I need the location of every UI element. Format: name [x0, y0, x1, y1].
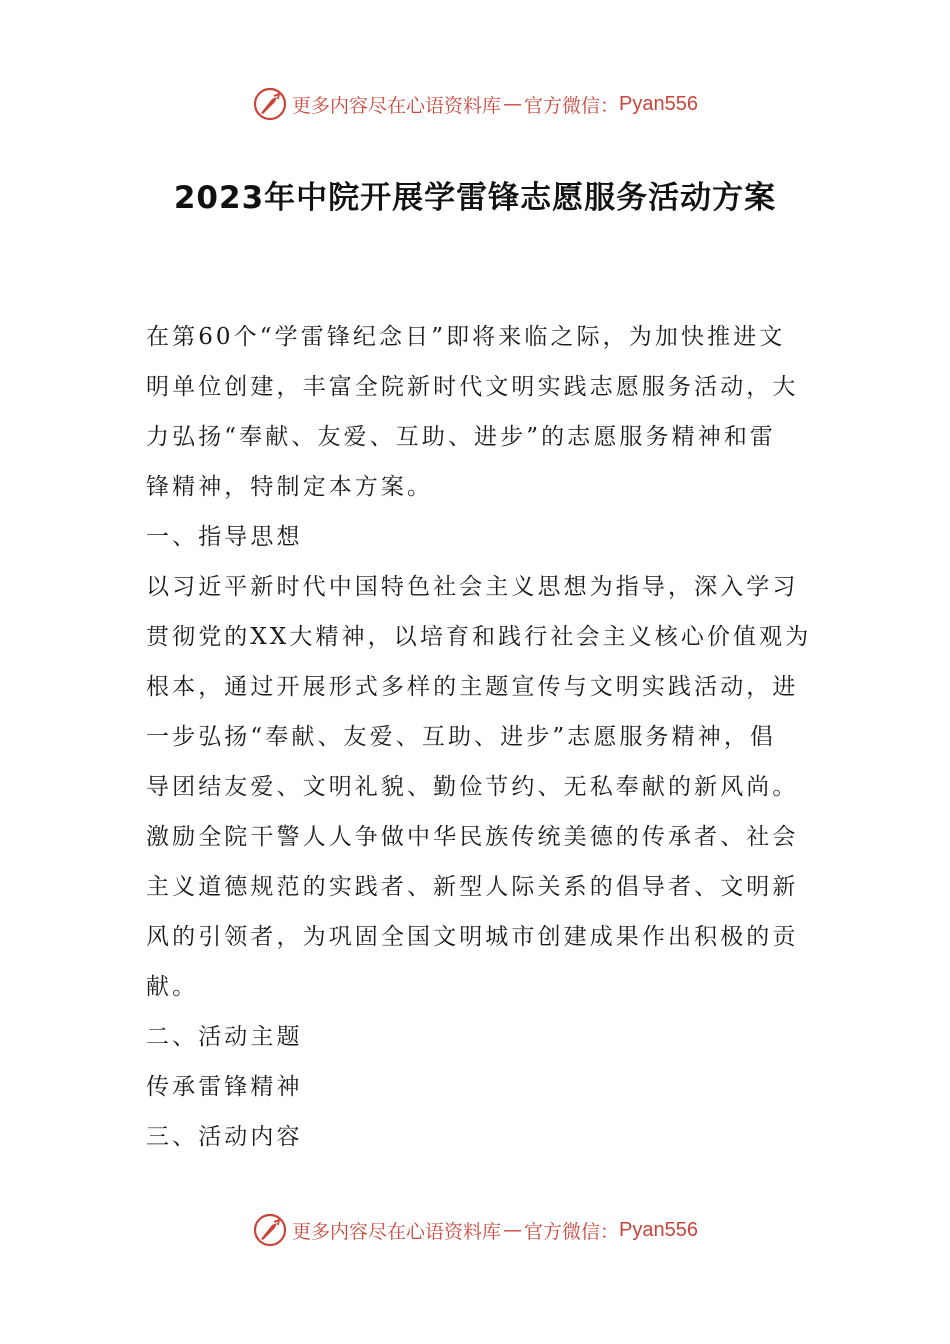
document-title: 2023年中院开展学雷锋志愿服务活动方案 — [173, 180, 777, 216]
text-line: 以习近平新时代中国特色社会主义思想为指导，深入学习 — [146, 574, 799, 600]
text-line: 导团结友爱、文明礼貌、勤俭节约、无私奉献的新风尚。 — [146, 774, 799, 800]
watermark-text: 更多内容尽在心语资料库 — [292, 1220, 502, 1243]
pen-nib-icon — [252, 86, 288, 122]
watermark-id: Pyan556 — [619, 1218, 698, 1241]
watermark-separator: — — [503, 1219, 523, 1241]
text-line: 在第60个“学雷锋纪念日”即将来临之际，为加快推进文 — [146, 324, 786, 350]
text-line: 献。 — [146, 974, 199, 1000]
text-line: 主义道德规范的实践者、新型人际关系的倡导者、文明新 — [146, 874, 799, 900]
section-heading: 三、活动内容 — [146, 1124, 303, 1150]
watermark-text: 更多内容尽在心语资料库 — [292, 94, 502, 117]
watermark-footer — [0, 1210, 950, 1250]
document-body — [146, 312, 812, 1162]
text-line: 激励全院干警人人争做中华民族传统美德的传承者、社会 — [146, 824, 799, 850]
watermark-header — [0, 84, 950, 124]
text-line: 明单位创建，丰富全院新时代文明实践志愿服务活动，大 — [146, 374, 799, 400]
watermark-label: 官方微信： — [524, 1220, 620, 1243]
section-heading: 一、指导思想 — [146, 524, 303, 550]
pen-nib-icon — [252, 1212, 288, 1248]
watermark-label: 官方微信： — [524, 94, 620, 117]
watermark-separator: — — [503, 93, 523, 115]
text-line: 传承雷锋精神 — [146, 1074, 303, 1100]
text-line: 力弘扬“奉献、友爱、互助、进步”的志愿服务精神和雷 — [146, 424, 777, 450]
text-line: 贯彻党的XX大精神，以培育和践行社会主义核心价值观为 — [146, 624, 812, 650]
text-line: 锋精神，特制定本方案。 — [146, 474, 434, 500]
text-line: 根本，通过开展形式多样的主题宣传与文明实践活动，进 — [146, 674, 799, 700]
text-line: 风的引领者，为巩固全国文明城市创建成果作出积极的贡 — [146, 924, 799, 950]
section-heading: 二、活动主题 — [146, 1024, 303, 1050]
text-line: 一步弘扬“奉献、友爱、互助、进步”志愿服务精神，倡 — [146, 724, 777, 750]
watermark-id: Pyan556 — [619, 92, 698, 115]
